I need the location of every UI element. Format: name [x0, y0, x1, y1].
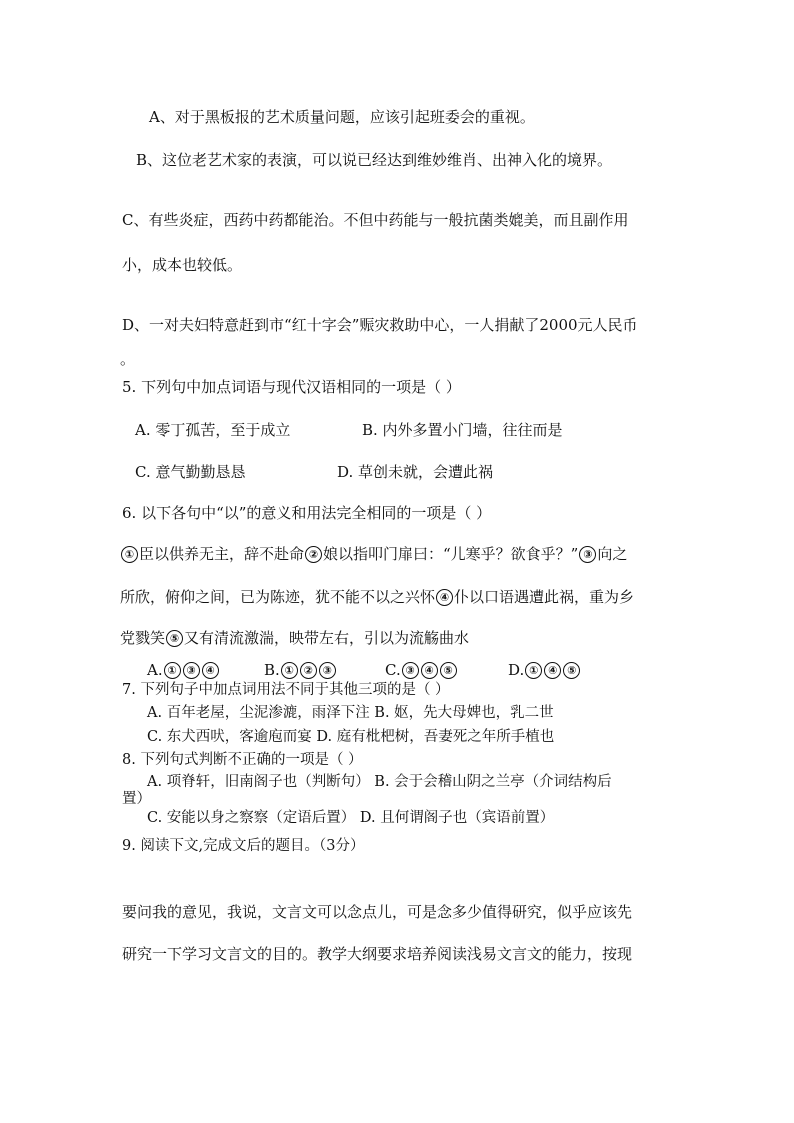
number-1-icon: ①: [121, 546, 138, 563]
q4-option-b: B、这位老艺术家的表演，可以说已经达到维妙维肖、出神入化的境界。: [136, 151, 613, 169]
q6-sentence-2: 娘以指叩门扉曰：“儿寒乎？欲食乎？”: [323, 545, 579, 563]
q6-option-a: [147, 660, 220, 680]
number-1-icon: ①: [525, 662, 542, 679]
q5-option-b: B. 内外多置小门墙，往往而是: [362, 421, 563, 439]
q6-option-d-label: D.: [508, 661, 525, 679]
q7-stem: 7. 下列句子中加点词用法不同于其他三项的是（ ）: [122, 682, 450, 698]
q5-stem: 5. 下列句中加点词语与现代汉语相同的一项是（ ）: [122, 378, 461, 396]
q6-stem: 6. 以下各句中“以”的意义和用法完全相同的一项是（ ）: [122, 504, 492, 522]
q6-option-d: [508, 660, 581, 680]
q7-options-ab: A. 百年老屋，尘泥渗漉，雨泽下注 B. 妪，先大母婢也，乳二世: [147, 705, 554, 721]
number-4-icon: ④: [421, 662, 438, 679]
number-5-icon: ⑤: [166, 630, 183, 647]
q4-option-d-line2: 。: [120, 350, 136, 368]
q8-options-ab-line1: A. 项脊轩，旧南阁子也（判断句） B. 会于会稽山阴之兰亭（介词结构后: [147, 774, 612, 790]
number-5-icon: ⑤: [440, 662, 457, 679]
number-1-icon: ①: [164, 662, 181, 679]
number-3-icon: ③: [579, 546, 596, 563]
q6-sentence-4-end: 党戮笑: [120, 629, 166, 647]
q9-passage-line2: 研究一下学习文言文的目的。教学大纲要求培养阅读浅易文言文的能力，按现: [122, 945, 633, 963]
q8-options-ab-line2: 置）: [122, 791, 151, 807]
number-1-icon: ①: [281, 662, 298, 679]
number-5-icon: ⑤: [563, 662, 580, 679]
number-4-icon: ④: [202, 662, 219, 679]
q6-sentences-line1: [120, 544, 627, 564]
number-3-icon: ③: [402, 662, 419, 679]
q9-stem: 9. 阅读下文,完成文后的题目。（3分）: [122, 838, 365, 854]
q4-option-c-line2: 小，成本也较低。: [122, 256, 243, 274]
q4-option-a: A、对于黑板报的艺术质量问题，应该引起班委会的重视。: [149, 108, 535, 126]
q6-sentence-5: 又有清流激湍，映带左右，引以为流觞曲水: [184, 629, 470, 647]
q6-option-a-label: A.: [147, 661, 163, 679]
q6-option-b-label: B.: [264, 661, 280, 679]
number-2-icon: ②: [305, 546, 322, 563]
q6-option-c-label: C.: [385, 661, 401, 679]
q6-sentence-3-start: 向之: [597, 545, 628, 563]
q4-option-c-line1: C、有些炎症，西药中药都能治。不但中药能与一般抗菌类媲美，而且副作用: [122, 211, 629, 229]
q6-sentence-3-end: 所欣，俯仰之间，已为陈迹，犹不能不以之兴怀: [120, 588, 436, 606]
number-3-icon: ③: [319, 662, 336, 679]
q7-options-cd: C. 东犬西吠，客逾庖而宴 D. 庭有枇杷树，吾妻死之年所手植也: [147, 729, 555, 745]
q6-option-b: [264, 660, 337, 680]
number-2-icon: ②: [300, 662, 317, 679]
q5-option-a: A. 零丁孤苦，至于成立: [135, 421, 291, 439]
q5-option-c: C. 意气勤勤恳恳: [135, 463, 246, 481]
q8-stem: 8. 下列句式判断不正确的一项是（ ）: [122, 752, 363, 768]
q6-sentence-4-start: 仆以口语遇遭此祸，重为乡: [454, 588, 635, 606]
q6-sentences-line2: [120, 587, 634, 607]
number-4-icon: ④: [544, 662, 561, 679]
number-3-icon: ③: [183, 662, 200, 679]
q6-sentence-1: 臣以供养无主，辞不赴命: [139, 545, 305, 563]
q4-option-d-line1: D、一对夫妇特意赶到市“红十字会”赈灾救助中心，一人捐献了2000元人民币: [122, 316, 638, 334]
q8-options-cd: C. 安能以身之察察（定语后置） D. 且何谓阁子也（宾语前置）: [147, 810, 555, 826]
q6-sentences-line3: [120, 628, 469, 648]
q5-option-d: D. 草创未就，会遭此祸: [337, 463, 494, 481]
number-4-icon: ④: [436, 589, 453, 606]
q6-option-c: [385, 660, 458, 680]
q9-passage-line1: 要问我的意见，我说，文言文可以念点儿，可是念多少值得研究，似乎应该先: [122, 903, 633, 921]
